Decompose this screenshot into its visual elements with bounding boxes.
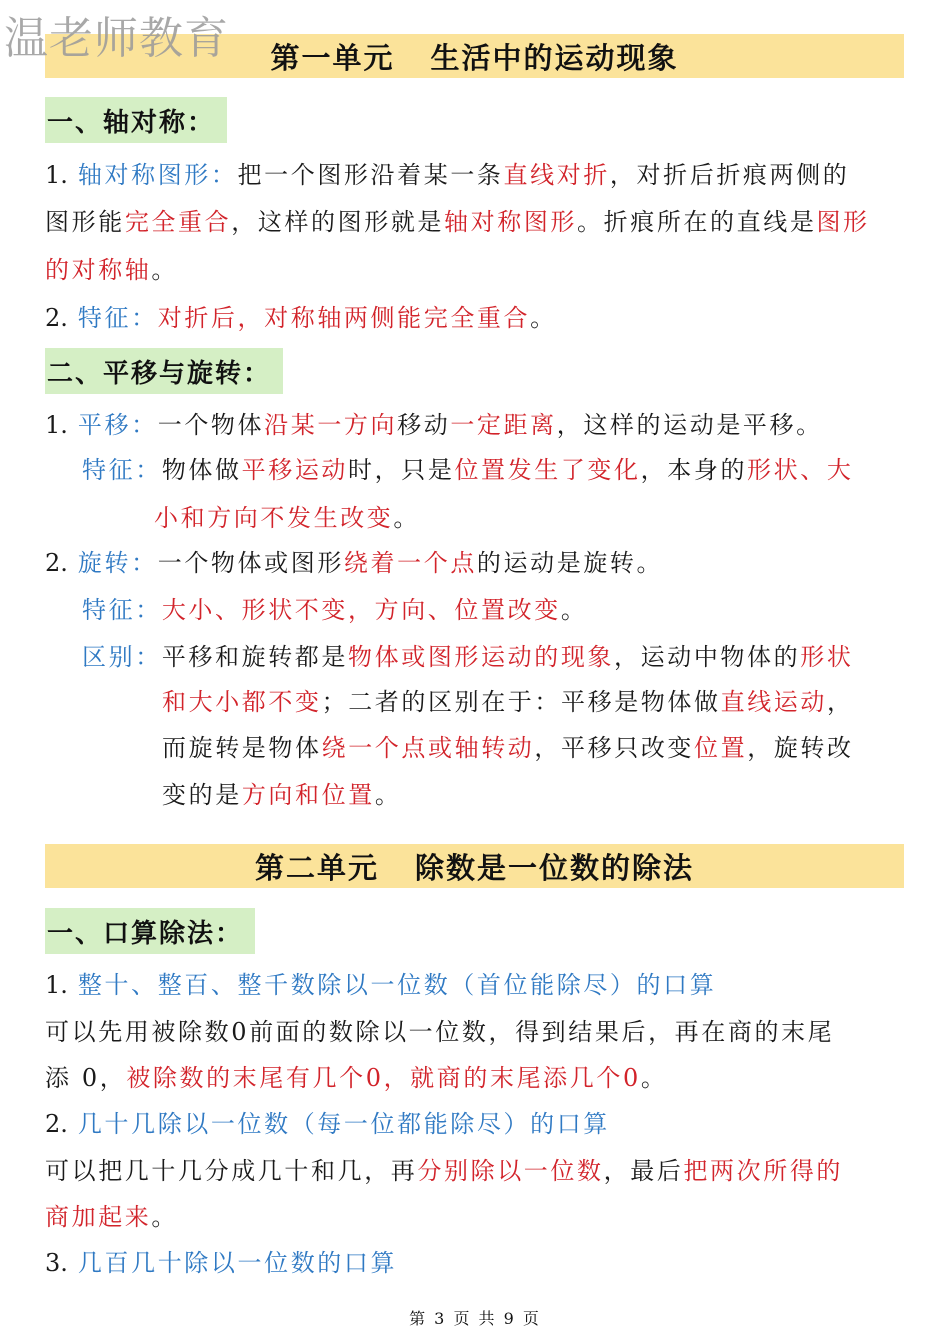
item-number: 2.: [45, 549, 68, 577]
paragraph-line: [45, 1202, 178, 1232]
text: 物体做: [161, 456, 242, 484]
item-number: 1.: [45, 161, 68, 189]
text: 。: [560, 596, 588, 624]
section-heading-mental-division: 一、口算除法：: [45, 908, 255, 954]
item-number: 2.: [45, 1110, 68, 1138]
term-label: 特征：: [77, 304, 158, 332]
text: 时，只是: [348, 456, 455, 484]
highlight: 的对称轴: [45, 256, 152, 284]
text: ，: [827, 688, 854, 716]
paragraph-line: [45, 410, 823, 440]
item-number: 1.: [45, 971, 68, 999]
item-number: 3.: [45, 1249, 68, 1277]
unit1-title: 生活中的运动现象: [430, 40, 679, 75]
highlight: 形状、大: [747, 456, 854, 484]
highlight: 大小、形状不变，方向、位置改变: [161, 596, 561, 624]
paragraph-line: [45, 1017, 834, 1047]
highlight: 分别除以一位数: [417, 1157, 604, 1185]
paragraph-line: [162, 780, 401, 810]
paragraph-line: [154, 503, 420, 533]
text: ，这样的图形就是: [231, 208, 445, 236]
highlight: 沿某一方向: [264, 411, 398, 439]
highlight: 和大小都不变: [162, 688, 322, 716]
highlight: 物体或图形运动的现象: [348, 643, 615, 671]
term-label: 轴对称图形：: [77, 161, 238, 189]
highlight: 被除数的末尾有几个0，就商的末尾添几个0: [126, 1064, 641, 1092]
paragraph-line: [82, 595, 587, 625]
text: 。: [530, 304, 557, 332]
text: 。: [151, 256, 179, 284]
paragraph-line: [45, 255, 178, 285]
text: 可以先用被除数0前面的数除以一位数，得到结果后，再在商的末尾: [45, 1018, 835, 1046]
paragraph-line: [45, 1248, 397, 1278]
unit2-banner: [45, 844, 904, 888]
item-number: 1.: [45, 411, 68, 439]
paragraph-line: [45, 548, 663, 578]
text: 可以把几十几分成几十和几，再: [45, 1157, 418, 1185]
section-heading-translation-rotation: 二、平移与旋转：: [45, 348, 283, 394]
highlight: 轴对称图形: [444, 208, 578, 236]
highlight: 绕一个点或轴转动: [321, 734, 535, 762]
paragraph-line: [82, 455, 853, 485]
highlight: 位置: [694, 734, 748, 762]
highlight: 形状: [800, 643, 854, 671]
item-title: 整十、整百、整千数除以一位数（首位能除尽）的口算: [77, 971, 717, 999]
highlight: 一定距离: [450, 411, 557, 439]
text: ，平移只改变: [534, 734, 695, 762]
term-label: 特征：: [82, 456, 162, 484]
paragraph-line: [45, 970, 716, 1000]
text: ，这样的运动是平移。: [556, 411, 823, 439]
text: ，运动中物体的: [614, 643, 801, 671]
text: 。: [374, 781, 402, 809]
page-footer: 第 3 页 共 9 页: [409, 1309, 541, 1328]
text: 。折痕所在的直线是: [577, 208, 817, 236]
term-label: 平移：: [77, 411, 158, 439]
highlight: 直线对折: [503, 161, 610, 189]
text: 。: [151, 1203, 179, 1231]
highlight: 对折后，对称轴两侧能完全重合: [157, 304, 531, 332]
text: 。: [640, 1064, 668, 1092]
paragraph-line: [45, 303, 557, 333]
unit2-title: 除数是一位数的除法: [415, 850, 695, 885]
watermark: 温老师教育: [4, 13, 229, 64]
unit1-label: 第一单元: [270, 40, 395, 75]
item-number: 2.: [45, 304, 68, 332]
text: 变的是: [162, 781, 242, 809]
highlight: 完全重合: [124, 208, 232, 236]
text: ，最后: [603, 1157, 684, 1185]
text: 。: [393, 504, 421, 532]
highlight: 把两次所得的: [683, 1157, 844, 1185]
item-title: 几百几十除以一位数的口算: [77, 1249, 398, 1277]
text: 图形能: [45, 208, 125, 236]
highlight: 方向和位置: [241, 781, 375, 809]
highlight: 位置发生了变化: [454, 456, 641, 484]
highlight: 绕着一个点: [343, 549, 477, 577]
highlight: 小和方向不发生改变: [154, 504, 394, 532]
unit2-label: 第二单元: [254, 850, 379, 885]
text: 一个物体或图形: [157, 549, 344, 577]
paragraph-line: [45, 1109, 610, 1139]
item-title: 几十几除以一位数（每一位都能除尽）的口算: [77, 1110, 610, 1138]
text: 的运动是旋转。: [476, 549, 664, 577]
text: 移动: [397, 411, 451, 439]
section-heading-axis-symmetry: 一、轴对称：: [45, 97, 227, 143]
highlight: 商加起来: [45, 1203, 152, 1231]
highlight: 平移运动: [241, 456, 349, 484]
paragraph-line: [162, 687, 854, 717]
paragraph-line: [45, 1063, 667, 1093]
paragraph-line: [45, 1156, 843, 1186]
paragraph-line: [82, 642, 853, 672]
text: ；二者的区别在于：平移是物体做: [321, 688, 721, 716]
paragraph-line: [45, 207, 870, 237]
text: 把一个图形沿着某一条: [237, 161, 504, 189]
text: ，旋转改: [747, 734, 854, 762]
term-label: 区别：: [82, 643, 162, 671]
text: 添 0，: [45, 1064, 127, 1092]
text: 而旋转是物体: [162, 734, 322, 762]
text: 平移和旋转都是: [161, 643, 349, 671]
highlight: 直线运动: [720, 688, 828, 716]
text: ，本身的: [640, 456, 748, 484]
term-label: 特征：: [82, 596, 162, 624]
text: ，对折后折痕两侧的: [609, 161, 850, 189]
paragraph-line: [45, 160, 849, 190]
term-label: 旋转：: [77, 549, 158, 577]
highlight: 图形: [816, 208, 870, 236]
text: 一个物体: [157, 411, 265, 439]
paragraph-line: [162, 733, 854, 763]
